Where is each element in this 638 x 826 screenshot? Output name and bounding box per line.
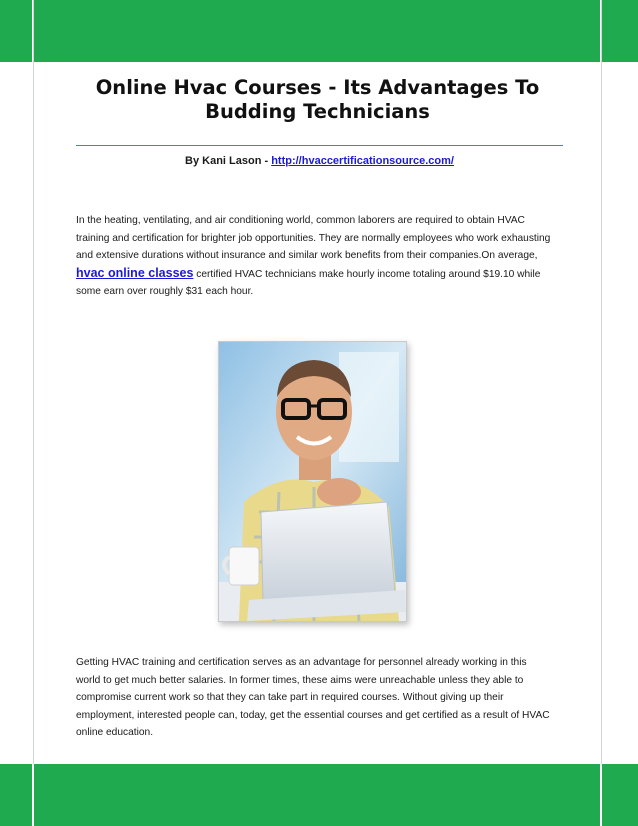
frame-line-right xyxy=(601,0,602,826)
frame-line-left xyxy=(33,0,34,826)
byline-author: By Kani Lason - xyxy=(185,155,272,167)
paragraph-1-text-a: In the heating, ventilating, and air conditioning world, common laborers are required to obtain HVAC training and certification for brighter job opportunities. They are normally employees who work exhausting and extensive durations without insurance and similar work benefits from their companies.On average, xyxy=(76,215,551,262)
page-title: Online Hvac Courses - Its Advantages To Budding Technicians xyxy=(95,76,540,123)
bottom-green-band xyxy=(0,764,638,826)
title-rule xyxy=(76,145,563,146)
band-divider-right xyxy=(600,764,602,826)
band-divider-left xyxy=(32,764,34,826)
byline xyxy=(76,155,563,167)
paragraph-1-text-b: certified HVAC technicians make hourly income totaling around $19.10 while some earn over roughly $31 each hour. xyxy=(76,268,541,298)
paragraph-2: Getting HVAC training and certification serves as an advantage for personnel already working in this world to get much better salaries. In former times, these aims were unreachable unless they able to compromise current work so that they can take part in required courses. Without giving up their employment, interested people can, today, get the essential courses and get certified as a result of HVAC online education. xyxy=(76,657,550,739)
source-link[interactable]: http://hvaccertificationsource.com/ xyxy=(271,155,454,167)
hvac-online-classes-link[interactable]: hvac online classes xyxy=(76,265,194,280)
top-green-band xyxy=(0,0,638,62)
paragraph-1 xyxy=(76,212,552,301)
technician-photo xyxy=(218,341,407,622)
